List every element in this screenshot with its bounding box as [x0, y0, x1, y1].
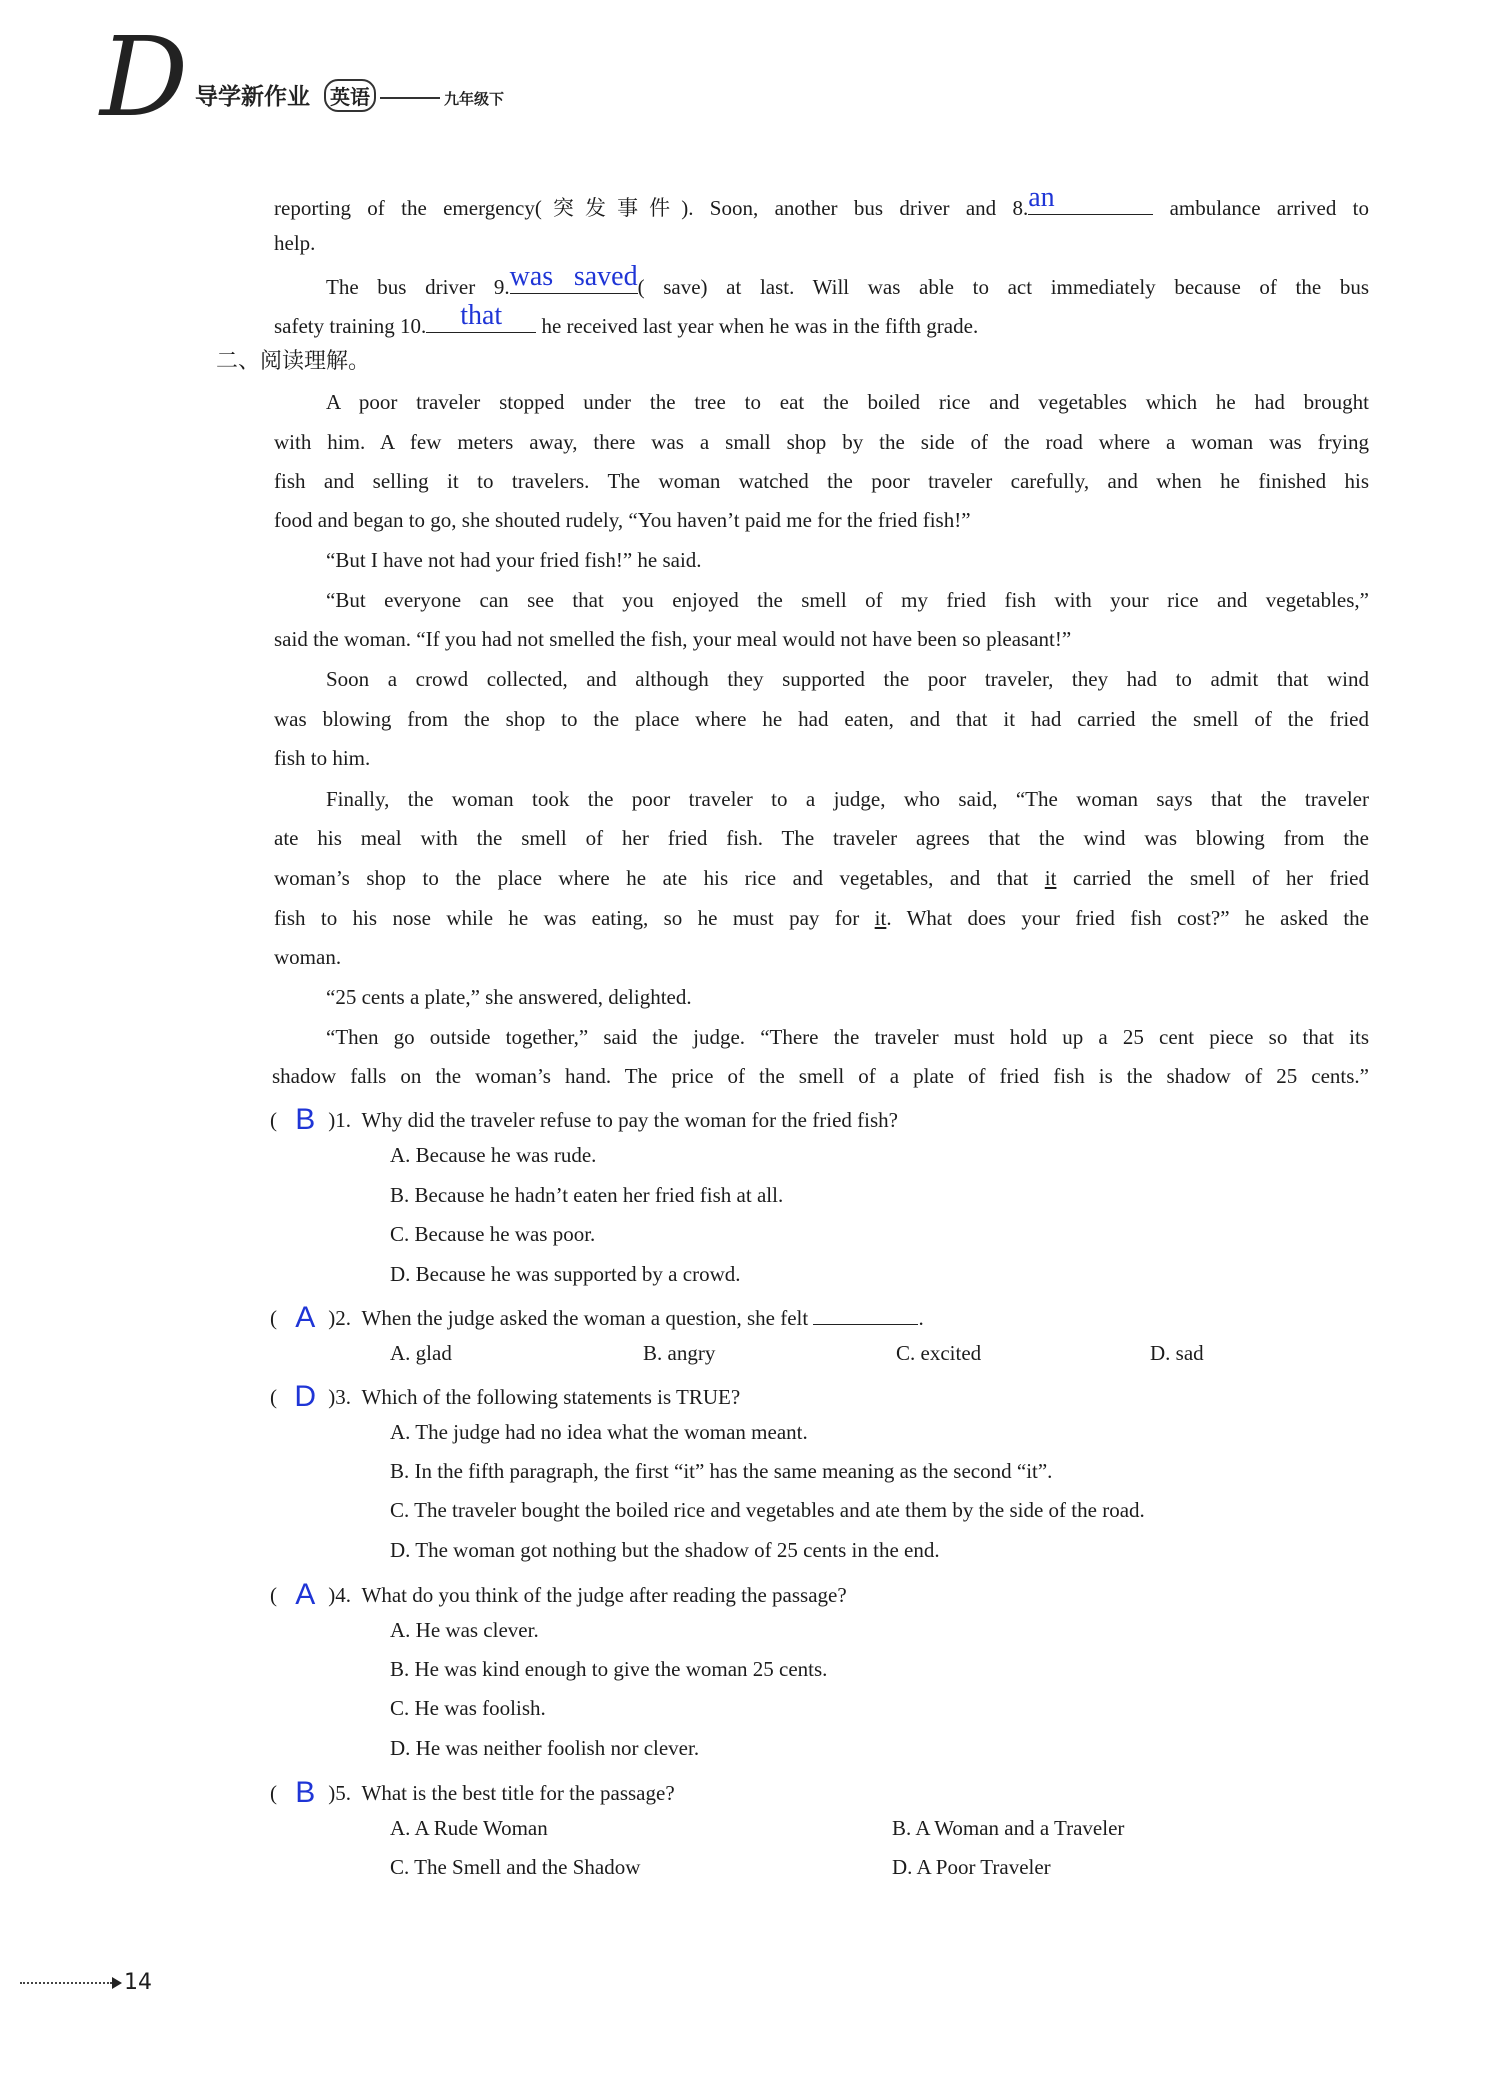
- option[interactable]: A. Because he was rude.: [390, 1143, 597, 1167]
- passage-line: woman.: [274, 945, 342, 969]
- passage-line: Finally, the woman took the poor traveler to a judge, who said, “The woman says that the traveler: [326, 787, 1369, 811]
- passage-line: fish and selling it to travelers. The woman watched the poor traveler carefully, and when he finished his: [274, 469, 1369, 493]
- question-3: ( D )3. Which of the following statements is TRUE?: [270, 1380, 741, 1413]
- logo-letter: D: [100, 13, 189, 141]
- passage-line: was blowing from the shop to the place where he had eaten, and that it had carried the smell of the fried: [274, 707, 1369, 731]
- passage-line: said the woman. “If you had not smelled the fish, your meal would not have been so pleasant!”: [274, 627, 1072, 651]
- option[interactable]: B. In the fifth paragraph, the first “it” has the same meaning as the second “it”.: [390, 1459, 1053, 1483]
- fill-line-2: help.: [274, 231, 316, 255]
- blank-10[interactable]: [426, 300, 536, 333]
- question-1: ( B )1. Why did the traveler refuse to pay the woman for the fried fish?: [270, 1103, 898, 1136]
- option[interactable]: A. The judge had no idea what the woman meant.: [390, 1420, 808, 1444]
- option[interactable]: D. The woman got nothing but the shadow of 25 cents in the end.: [390, 1538, 940, 1562]
- passage-line: fish to him.: [274, 746, 371, 770]
- option[interactable]: C. The traveler bought the boiled rice and vegetables and ate them by the side of the road.: [390, 1498, 1145, 1522]
- option[interactable]: C. The Smell and the Shadow: [390, 1855, 641, 1879]
- passage-line: “But everyone can see that you enjoyed the smell of my fried fish with your rice and vegetables,”: [326, 588, 1369, 612]
- passage-line: “25 cents a plate,” she answered, delighted.: [326, 985, 692, 1009]
- option[interactable]: A. A Rude Woman: [390, 1816, 548, 1840]
- dotted-leader: [20, 1982, 112, 1984]
- answer-9: was saved: [509, 261, 638, 292]
- option[interactable]: C. He was foolish.: [390, 1696, 546, 1720]
- option[interactable]: A. He was clever.: [390, 1618, 539, 1642]
- answer-10: that: [460, 300, 503, 331]
- answer-choice: B: [295, 1103, 316, 1136]
- fill-line-3: The bus driver 9. was saved ( save) at last. Will was able to act immediately because of the bus: [326, 261, 1369, 299]
- subject-badge: 英语: [324, 79, 376, 112]
- option[interactable]: A. glad: [390, 1341, 452, 1365]
- passage-line: woman’s shop to the place where he ate his rice and vegetables, and that it carried the smell of her fried: [274, 866, 1369, 890]
- passage-line: shadow falls on the woman’s hand. The price of the smell of a plate of fried fish is the shadow of 25 cents.”: [272, 1064, 1369, 1088]
- passage-line: ate his meal with the smell of her fried fish. The traveler agrees that the wind was blowing from the: [274, 826, 1369, 850]
- option[interactable]: D. He was neither foolish nor clever.: [390, 1736, 700, 1760]
- answer-choice: A: [295, 1578, 316, 1611]
- option[interactable]: B. Because he hadn’t eaten her fried fish at all.: [390, 1183, 784, 1207]
- book-title: 导学新作业: [195, 84, 310, 110]
- question-4: ( A )4. What do you think of the judge after reading the passage?: [270, 1578, 847, 1611]
- passage-line: A poor traveler stopped under the tree to eat the boiled rice and vegetables which he had brought: [326, 390, 1369, 414]
- passage-line: fish to his nose while he was eating, so he must pay for it. What does your fried fish cost?” he asked the: [274, 906, 1370, 930]
- passage-line: Soon a crowd collected, and although they supported the poor traveler, they had to admit that wind: [326, 667, 1369, 691]
- question-blank: [813, 1304, 918, 1325]
- answer-choice: D: [294, 1380, 317, 1413]
- header-divider: [380, 97, 440, 99]
- grade-label: 九年级下: [444, 90, 505, 108]
- arrow-icon: [112, 1977, 122, 1989]
- option[interactable]: B. angry: [643, 1341, 716, 1365]
- header-title: [195, 78, 504, 112]
- section-heading: 二、阅读理解。: [216, 349, 371, 374]
- passage-line: with him. A few meters away, there was a small shop by the side of the road where a woman was frying: [274, 430, 1369, 454]
- option[interactable]: C. Because he was poor.: [390, 1222, 596, 1246]
- underlined-it: it: [874, 906, 887, 930]
- option[interactable]: B. He was kind enough to give the woman 25 cents.: [390, 1657, 828, 1681]
- blank-9[interactable]: [509, 261, 638, 294]
- option[interactable]: D. Because he was supported by a crowd.: [390, 1262, 741, 1286]
- passage-line: “But I have not had your fried fish!” he said.: [326, 548, 702, 572]
- page-header: [100, 13, 800, 141]
- passage-line: food and began to go, she shouted rudely, “You haven’t paid me for the fried fish!”: [274, 508, 971, 532]
- option[interactable]: C. excited: [896, 1341, 982, 1365]
- answer-choice: A: [295, 1301, 316, 1334]
- fill-line-1: reporting of the emergency(突发事件). Soon, another bus driver and 8. an ambulance arrived to: [274, 182, 1369, 220]
- answer-8: an: [1028, 182, 1055, 213]
- underlined-it: it: [1044, 866, 1057, 890]
- answer-choice: B: [295, 1776, 316, 1809]
- option[interactable]: D. A Poor Traveler: [892, 1855, 1051, 1879]
- option[interactable]: B. A Woman and a Traveler: [892, 1816, 1125, 1840]
- question-5: ( B )5. What is the best title for the passage?: [270, 1776, 675, 1809]
- option[interactable]: D. sad: [1150, 1341, 1204, 1365]
- question-2: ( A )2. When the judge asked the woman a question, she felt .: [270, 1301, 924, 1334]
- fill-line-4: safety training 10. that he received last year when he was in the fifth grade.: [274, 300, 979, 338]
- blank-8[interactable]: [1028, 182, 1153, 215]
- passage-line: “Then go outside together,” said the judge. “There the traveler must hold up a 25 cent piece so that its: [326, 1025, 1369, 1049]
- page-number: 14: [20, 1970, 152, 1995]
